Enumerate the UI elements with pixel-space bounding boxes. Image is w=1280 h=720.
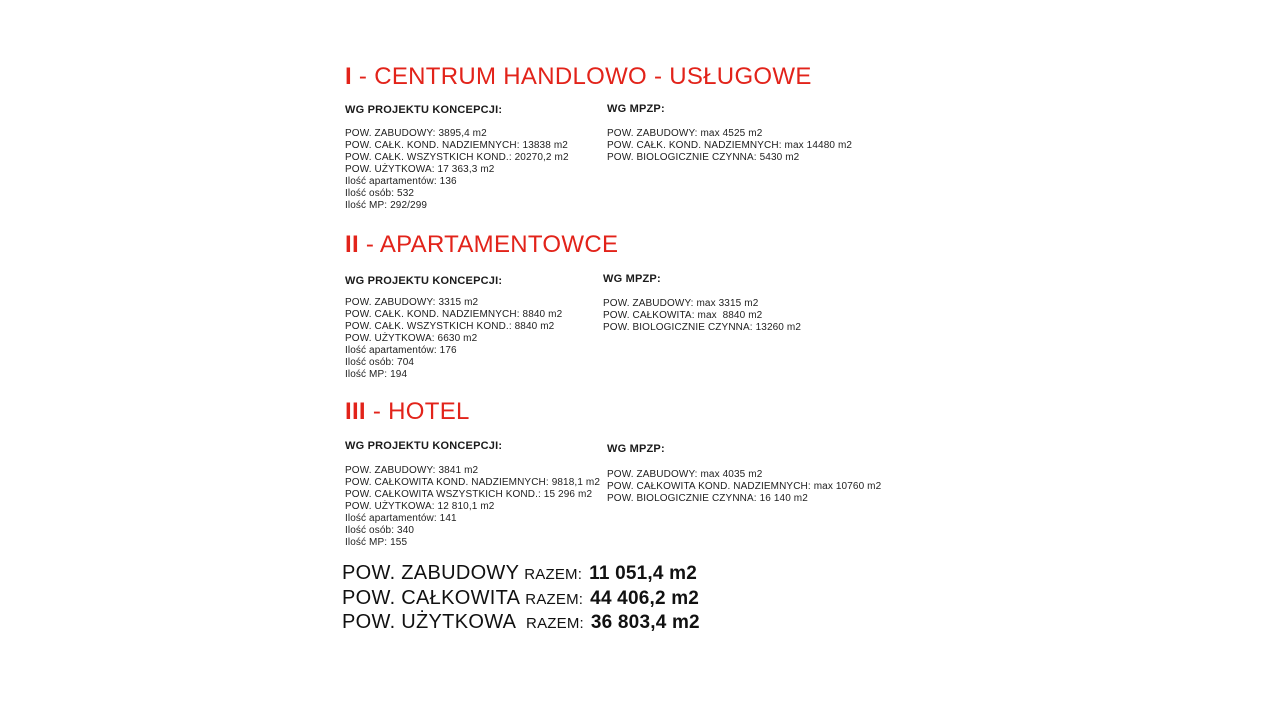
stat-line: Ilość osób: 340: [345, 525, 415, 536]
section-3-mpzp-stats: [607, 469, 881, 505]
section-3-koncepcja-stats: [345, 465, 600, 549]
section-1-koncepcja-header: WG PROJEKTU KONCEPCJI:: [345, 104, 503, 116]
summary-razem-label: RAZEM:: [525, 590, 584, 608]
stat-line: POW. CAŁKOWITA WSZYSTKICH KOND.: 15 296 m2: [345, 489, 593, 500]
stat-line: POW. CAŁKOWITA: max 8840 m2: [603, 310, 763, 321]
stat-line: Ilość MP: 194: [345, 369, 408, 380]
section-2-title: - APARTAMENTOWCE: [358, 231, 619, 258]
stat-line: POW. ZABUDOWY: max 3315 m2: [603, 298, 759, 309]
stat-line: Ilość apartamentów: 176: [345, 345, 457, 356]
stat-line: POW. CAŁK. WSZYSTKICH KOND.: 8840 m2: [345, 321, 555, 332]
summary-row-zabudowy: [342, 562, 700, 587]
stat-line: POW. ZABUDOWY: 3895,4 m2: [345, 128, 487, 139]
summary-label: POW. ZABUDOWY: [342, 562, 520, 584]
section-1-koncepcja-stats: [345, 128, 569, 212]
stat-line: POW. UŻYTKOWA: 6630 m2: [345, 333, 478, 344]
stat-line: POW. CAŁKOWITA KOND. NADZIEMNYCH: 9818,1 m2: [345, 477, 601, 488]
summary-value: 11 051,4 m2: [589, 563, 697, 584]
section-3-koncepcja-header: WG PROJEKTU KONCEPCJI:: [345, 440, 503, 452]
stat-line: POW. CAŁK. KOND. NADZIEMNYCH: max 14480 m2: [607, 140, 853, 151]
summary-value: 44 406,2 m2: [590, 587, 700, 609]
stat-line: POW. CAŁK. WSZYSTKICH KOND.: 20270,2 m2: [345, 152, 569, 163]
stat-line: POW. CAŁK. KOND. NADZIEMNYCH: 13838 m2: [345, 140, 568, 151]
stat-line: POW. UŻYTKOWA: 17 363,3 m2: [345, 164, 495, 175]
stat-line: POW. ZABUDOWY: max 4035 m2: [607, 469, 763, 480]
section-3-numeral: III: [345, 398, 366, 425]
section-2-koncepcja-header: WG PROJEKTU KONCEPCJI:: [345, 275, 503, 287]
stat-line: POW. ZABUDOWY: 3315 m2: [345, 297, 479, 308]
summary-totals: [342, 562, 700, 636]
stat-line: Ilość apartamentów: 141: [345, 513, 457, 524]
summary-label: POW. UŻYTKOWA: [342, 611, 522, 633]
stat-line: POW. UŻYTKOWA: 12 810,1 m2: [345, 501, 495, 512]
section-2-heading: [345, 232, 618, 258]
summary-row-uzytkowa: [342, 611, 700, 636]
section-1-heading: [345, 64, 812, 90]
stat-line: POW. ZABUDOWY: 3841 m2: [345, 465, 479, 476]
section-2-numeral: II: [345, 231, 359, 258]
summary-razem-label: RAZEM:: [524, 566, 583, 583]
stat-line: Ilość apartamentów: 136: [345, 176, 457, 187]
stat-line: Ilość MP: 292/299: [345, 200, 428, 211]
section-1-numeral: I: [345, 63, 352, 90]
section-3-heading: [345, 399, 470, 425]
summary-label: POW. CAŁKOWITA: [342, 586, 521, 609]
stat-line: Ilość osób: 532: [345, 188, 415, 199]
section-2-mpzp-header: WG MPZP:: [603, 273, 661, 285]
stat-line: Ilość osób: 704: [345, 357, 415, 368]
section-1-mpzp-stats: [607, 128, 852, 164]
section-1-mpzp-header: WG MPZP:: [607, 103, 665, 115]
stat-line: POW. ZABUDOWY: max 4525 m2: [607, 128, 763, 139]
summary-row-calkowita: [342, 587, 700, 612]
section-2-koncepcja-stats: [345, 297, 562, 381]
stat-line: POW. BIOLOGICZNIE CZYNNA: 16 140 m2: [607, 493, 808, 504]
summary-value: 36 803,4 m2: [590, 612, 700, 633]
section-1-title: - CENTRUM HANDLOWO - USŁUGOWE: [351, 63, 812, 90]
section-3-title: - HOTEL: [365, 398, 470, 425]
stat-line: POW. BIOLOGICZNIE CZYNNA: 5430 m2: [607, 152, 800, 163]
stat-line: POW. CAŁKOWITA KOND. NADZIEMNYCH: max 10760 m2: [607, 481, 882, 492]
stat-line: POW. CAŁK. KOND. NADZIEMNYCH: 8840 m2: [345, 309, 563, 320]
summary-razem-label: RAZEM:: [526, 615, 584, 632]
section-3-mpzp-header: WG MPZP:: [607, 443, 665, 455]
stat-line: Ilość MP: 155: [345, 537, 408, 548]
stat-line: POW. BIOLOGICZNIE CZYNNA: 13260 m2: [603, 322, 802, 333]
section-2-mpzp-stats: [603, 298, 801, 334]
